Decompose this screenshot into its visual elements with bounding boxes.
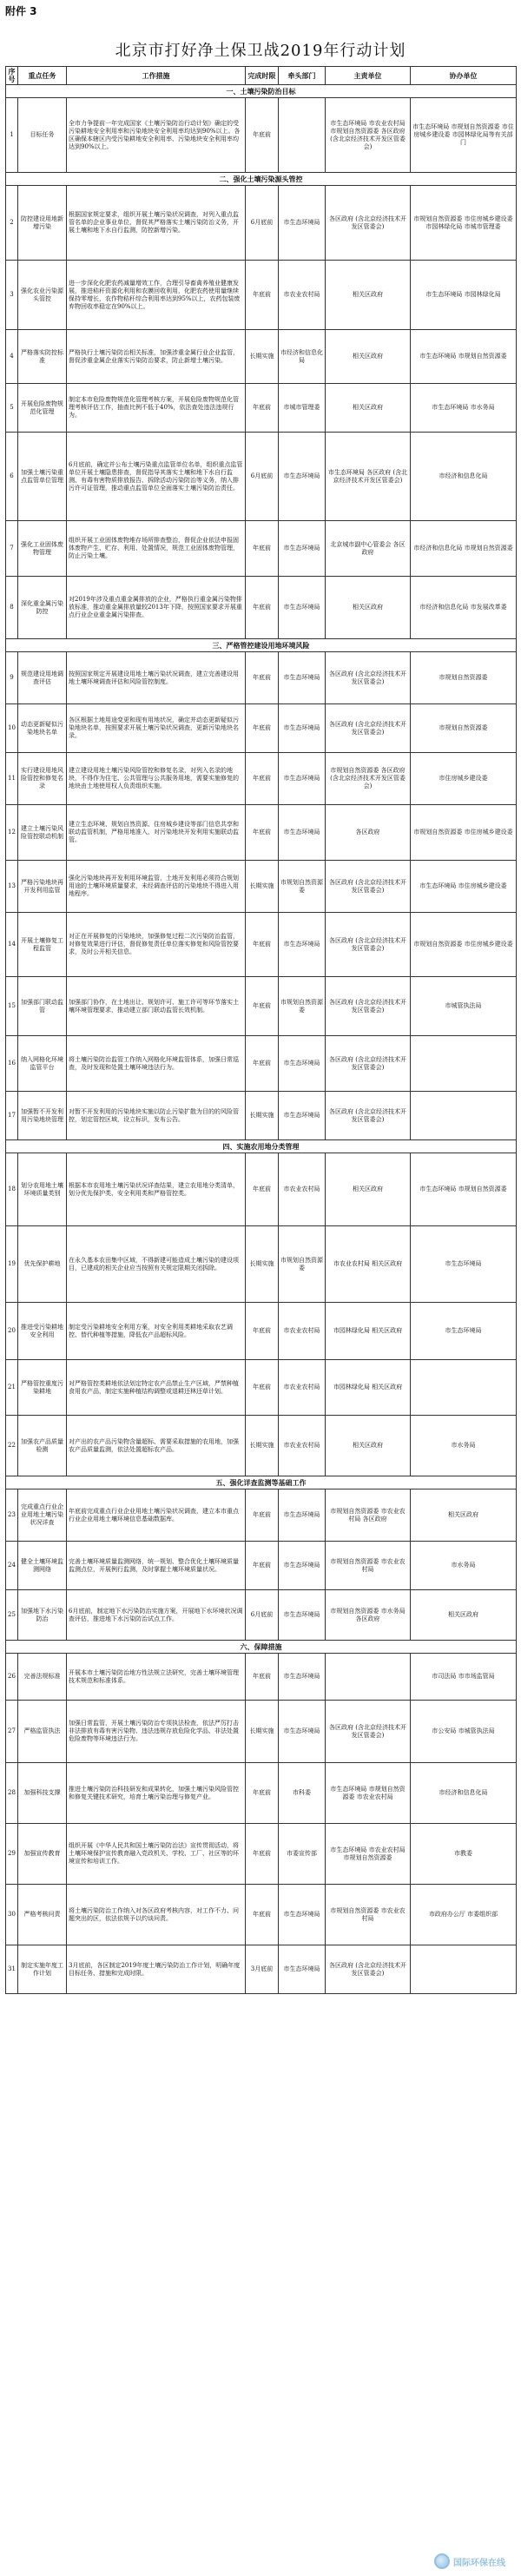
header-responsible: 主责单位 — [326, 67, 411, 85]
cell-measures: 6月底前，制定地下水污染防治实施方案，开展地下水环境状况调查评估，推进地下水污染防治试点工作。 — [67, 1590, 246, 1641]
cell-assisting: 市生态环境局 市规划自然资源委 — [411, 1153, 517, 1226]
cell-lead-dept — [279, 98, 326, 173]
cell-responsible: 市规划自然资源委 各区政府 (含北京经济技术开发区管委会) — [326, 753, 411, 805]
cell-deadline: 年底前 — [246, 261, 279, 330]
cell-assisting: 市水务局 — [411, 1542, 517, 1590]
cell-key-task: 建立土壤污染风险管控联动机制 — [18, 805, 67, 861]
table-row — [6, 330, 517, 384]
table-row — [6, 1036, 517, 1092]
cell-responsible: 市生态环境局 市农业农村局 市规划自然资源委 各区政府 (含北京经济技术开发区管委会) — [326, 98, 411, 173]
cell-key-task: 开展危险废物规范化管理 — [18, 384, 67, 433]
cell-measures: 组织开展工业固体废物堆存场所排查整治，督促企业依法申报固体废物产生、贮存、利用、处置情况，规范工业固体废物管理，防止污染土壤。 — [67, 521, 246, 577]
action-plan-table — [5, 66, 517, 1994]
section-header-row — [6, 1140, 517, 1153]
cell-no: 16 — [6, 1036, 18, 1092]
cell-key-task: 开展土壤修复工程监管 — [18, 913, 67, 977]
cell-key-task: 深化重金属污染防控 — [18, 577, 67, 639]
cell-measures: 推进土壤污染防治科技研发和成果转化，加强土壤污染风险管控和修复关键技术研究，培育土壤污染治理与修复产业。 — [67, 1763, 246, 1824]
cell-measures: 各区根据土地用途变更和现有用地状况，确定并动态更新疑似污染地块名单，按照要求开展土壤污染状况调查，更新污染地块名录。 — [67, 704, 246, 753]
cell-responsible: 北京城市副中心管委会 各区政府 — [326, 521, 411, 577]
cell-assisting: 市水务局 — [411, 1416, 517, 1476]
cell-key-task: 实行建设用地风险管控和修复名录 — [18, 753, 67, 805]
cell-deadline: 年底前 — [246, 1824, 279, 1885]
cell-no: 19 — [6, 1226, 18, 1303]
table-row — [6, 1763, 517, 1824]
cell-deadline: 6月底前 — [246, 433, 279, 521]
cell-deadline: 3月底前 — [246, 1945, 279, 1994]
cell-lead-dept: 市生态环境局 — [279, 1654, 326, 1701]
cell-responsible — [326, 1654, 411, 1701]
cell-responsible: 市生态环境局 各区政府 (含北京经济技术开发区管委会) — [326, 433, 411, 521]
cell-deadline: 年底前 — [246, 1303, 279, 1360]
table-row — [6, 1303, 517, 1360]
cell-measures: 全市力争提前一年完成国家《土壤污染防治行动计划》确定的受污染耕地安全利用率和污染地块安全利用率均达到90%以上。各区确保本辖区内受污染耕地安全利用率、污染地块安全利用率均达到90%以上。 — [67, 98, 246, 173]
table-row — [6, 1885, 517, 1945]
cell-assisting: 市规划自然资源委 — [411, 704, 517, 753]
cell-lead-dept: 市规划自然资源委 — [279, 1226, 326, 1303]
cell-measures: 6月底前，确定并公布土壤污染重点监管单位名单，组织重点监管单位开展土壤隐患排查，督促指导其落实土壤和地下水自行监测、有毒有害物质排放报告、拆除活动污染防治等义务，纳入排污许可证管理，推动重点监管单位全面落实土壤污染防治责任。 — [67, 433, 246, 521]
cell-deadline: 年底前 — [246, 704, 279, 753]
cell-lead-dept: 市生态环境局 — [279, 521, 326, 577]
section-header-row — [6, 1641, 517, 1654]
cell-key-task: 动态更新疑似污染地块名单 — [18, 704, 67, 753]
cell-assisting: 市生态环境局 市住房城乡建设委 — [411, 861, 517, 913]
cell-responsible: 各区政府 (含北京经济技术开发区管委会) — [326, 1945, 411, 1994]
cell-measures: 开展本市土壤污染防治地方性法规立法研究，完善土壤环境管理技术规范和标准体系。 — [67, 1654, 246, 1701]
cell-key-task: 完善法规标准 — [18, 1654, 67, 1701]
header-lead-dept: 牵头部门 — [279, 67, 326, 85]
table-row — [6, 753, 517, 805]
table-row — [6, 577, 517, 639]
cell-assisting — [411, 1092, 517, 1140]
cell-no: 15 — [6, 977, 18, 1036]
cell-key-task: 严格落实防控标准 — [18, 330, 67, 384]
cell-deadline: 长期实施 — [246, 1416, 279, 1476]
section-title: 四、实施农用地分类管理 — [6, 1140, 517, 1153]
cell-measures: 年底前完成重点行业企业用地土壤污染状况调查，建立本市重点行业企业用地土壤环境信息基础数据库。 — [67, 1489, 246, 1542]
cell-key-task: 纳入网格化环境监管平台 — [18, 1036, 67, 1092]
cell-key-task: 推进受污染耕地安全利用 — [18, 1303, 67, 1360]
table-row — [6, 1153, 517, 1226]
cell-deadline: 年底前 — [246, 1885, 279, 1945]
cell-key-task: 加强农产品质量检测 — [18, 1416, 67, 1476]
cell-deadline: 年底前 — [246, 753, 279, 805]
cell-assisting: 市规划自然资源委 市住房城乡建设委 市园林绿化局 市城市管理委 — [411, 186, 517, 261]
attachment-label: 附件 3 — [5, 5, 37, 17]
cell-no: 14 — [6, 913, 18, 977]
cell-no: 21 — [6, 1360, 18, 1416]
cell-no: 4 — [6, 330, 18, 384]
cell-lead-dept: 市委宣传部 — [279, 1824, 326, 1885]
cell-assisting: 市生态环境局 — [411, 1226, 517, 1303]
cell-no: 23 — [6, 1489, 18, 1542]
cell-key-task: 加强土壤污染重点监管单位管理 — [18, 433, 67, 521]
cell-no: 6 — [6, 433, 18, 521]
cell-measures: 将土壤污染防治工作纳入对各区政府考核内容，对工作不力、问题突出的区，依法依规予以约谈问责。 — [67, 1885, 246, 1945]
cell-measures: 组织开展《中华人民共和国土壤污染防治法》宣传贯彻活动，将土壤环境保护宣传教育融入党政机关、学校、工厂、社区等的环境宣传和培训工作。 — [67, 1824, 246, 1885]
cell-no: 7 — [6, 521, 18, 577]
cell-lead-dept: 市生态环境局 — [279, 652, 326, 704]
cell-lead-dept: 市农业农村局 — [279, 261, 326, 330]
cell-lead-dept: 市经济和信息化局 — [279, 330, 326, 384]
cell-assisting: 市公安局 市城管执法局 — [411, 1701, 517, 1763]
table-row — [6, 521, 517, 577]
cell-responsible: 市生态环境局 市农业农村局 市规划自然资源委 — [326, 1824, 411, 1885]
cell-no: 26 — [6, 1654, 18, 1701]
section-header-row — [6, 173, 517, 186]
cell-assisting: 市经济和信息化局 — [411, 433, 517, 521]
table-row — [6, 1226, 517, 1303]
cell-responsible: 市规划自然资源委 市农业农村局 各区政府 — [326, 1489, 411, 1542]
cell-no: 17 — [6, 1092, 18, 1140]
cell-key-task: 规范建设用地调查评估 — [18, 652, 67, 704]
cell-assisting: 市生态环境局 — [411, 1303, 517, 1360]
table-row — [6, 913, 517, 977]
cell-no: 2 — [6, 186, 18, 261]
cell-no: 11 — [6, 753, 18, 805]
cell-measures: 建立建设用地土壤污染风险管控和修复名录，对列入名录的地块，不得作为住宅、公共管理与公共服务用地，需要实施修复的地块由土地使用权人负责组织实施。 — [67, 753, 246, 805]
table-row — [6, 186, 517, 261]
cell-deadline: 年底前 — [246, 577, 279, 639]
cell-deadline: 年底前 — [246, 805, 279, 861]
table-row — [6, 433, 517, 521]
cell-no: 1 — [6, 98, 18, 173]
table-row — [6, 1945, 517, 1994]
section-title: 六、保障措施 — [6, 1641, 517, 1654]
cell-lead-dept: 市生态环境局 — [279, 186, 326, 261]
cell-measures: 制定本市危险废物规范化管理考核方案，开展危险废物规范化管理考核评估工作，抽查比例不低于40%，依法查处违法违规行为。 — [67, 384, 246, 433]
cell-responsible: 各区政府 (含北京经济技术开发区管委会) — [326, 913, 411, 977]
cell-measures: 加强日常监管，开展土壤污染防治专项执法检查，依法严厉打击非法排放有毒有害污染物、违法违规存放危险化学品、非法处置危险废物等环境违法行为。 — [67, 1701, 246, 1763]
cell-key-task: 加强地下水污染防治 — [18, 1590, 67, 1641]
cell-assisting: 相关区政府 — [411, 1590, 517, 1641]
cell-responsible: 相关区政府 — [326, 330, 411, 384]
cell-lead-dept: 市城市管理委 — [279, 384, 326, 433]
section-title: 一、土壤污染防治目标 — [6, 85, 517, 98]
cell-assisting: 市城管执法局 — [411, 977, 517, 1036]
table-row — [6, 261, 517, 330]
cell-measures: 对正在开展修复的污染地块，加强修复过程二次污染防治监管，对修复效果进行评估，督促修复责任单位落实修复和风险管控要求，及时公开相关信息。 — [67, 913, 246, 977]
section-header-row — [6, 85, 517, 98]
cell-deadline: 年底前 — [246, 913, 279, 977]
cell-deadline: 年底前 — [246, 521, 279, 577]
cell-responsible: 市规划自然资源委 市水务局 各区政府 — [326, 1590, 411, 1641]
cell-lead-dept: 市科委 — [279, 1763, 326, 1824]
table-row — [6, 1654, 517, 1701]
cell-assisting: 市生态环境局 市规划自然资源委 市住房城乡建设委 市园林绿化局等有关部门 — [411, 98, 517, 173]
cell-responsible: 各区政府 (含北京经济技术开发区管委会) — [326, 977, 411, 1036]
cell-responsible: 市生态环境局 市规划自然资源委 市农业农村局 — [326, 1763, 411, 1824]
cell-responsible: 各区政府 (含北京经济技术开发区管委会) — [326, 652, 411, 704]
cell-key-task: 加强暂不开发利用污染地块管理 — [18, 1092, 67, 1140]
cell-responsible: 各区政府 (含北京经济技术开发区管委会) — [326, 1701, 411, 1763]
cell-responsible: 相关区政府 — [326, 261, 411, 330]
cell-responsible: 各区政府 — [326, 805, 411, 861]
table-row — [6, 1092, 517, 1140]
cell-deadline: 长期实施 — [246, 1226, 279, 1303]
cell-assisting: 市教委 — [411, 1824, 517, 1885]
cell-assisting: 市经济和信息化局 市发展改革委 — [411, 577, 517, 639]
cell-measures: 强化污染地块再开发利用环境监管，土地开发利用必须符合规划用途的土壤环境质量要求，未经调查评估的污染地块不得进入用地程序。 — [67, 861, 246, 913]
header-key-task: 重点任务 — [18, 67, 67, 85]
cell-responsible: 各区政府 (含北京经济技术开发区管委会) — [326, 1036, 411, 1092]
cell-assisting: 市生态环境局 市园林绿化局 — [411, 261, 517, 330]
cell-assisting: 市规划自然资源委 — [411, 652, 517, 704]
cell-no: 8 — [6, 577, 18, 639]
table-row — [6, 977, 517, 1036]
table-row — [6, 1416, 517, 1476]
cell-deadline: 年底前 — [246, 1542, 279, 1590]
header-deadline: 完成时限 — [246, 67, 279, 85]
cell-no: 9 — [6, 652, 18, 704]
cell-deadline: 年底前 — [246, 1763, 279, 1824]
table-row — [6, 1542, 517, 1590]
cell-no: 10 — [6, 704, 18, 753]
header-measures: 工作措施 — [67, 67, 246, 85]
cell-lead-dept: 市生态环境局 — [279, 1945, 326, 1994]
cell-key-task: 健全土壤环境监测网络 — [18, 1542, 67, 1590]
section-title: 五、强化详查监测等基础工作 — [6, 1476, 517, 1489]
cell-lead-dept: 市农业农村局 — [279, 1303, 326, 1360]
cell-measures: 严格执行土壤污染防治相关标准，加强涉重金属行业企业监管，督促涉重金属企业落实污染防治要求，防止新增土壤污染。 — [67, 330, 246, 384]
cell-responsible: 市农业农村局 相关区政府 — [326, 1226, 411, 1303]
cell-no: 18 — [6, 1153, 18, 1226]
globe-icon — [434, 2553, 450, 2569]
cell-measures: 对产出的农产品污染物含量超标、需要采取措施的农用地，加强农产品质量监测，依法处置超标农产品。 — [67, 1416, 246, 1476]
cell-deadline: 年底前 — [246, 1360, 279, 1416]
page-title: 北京市打好净土保卫战2019年行动计划 — [115, 42, 406, 60]
table-row — [6, 384, 517, 433]
cell-measures: 将土壤污染防治监管工作纳入网格化环境监管体系，加强日常巡查，及时发现和处置土壤环境违法行为。 — [67, 1036, 246, 1092]
cell-assisting: 市生态环境局 市规划自然资源委 — [411, 330, 517, 384]
cell-responsible: 市园林绿化局 相关区政府 — [326, 1360, 411, 1416]
cell-assisting: 市规划自然资源委 市住房城乡建设委 — [411, 805, 517, 861]
cell-key-task: 严格管控重度污染耕地 — [18, 1360, 67, 1416]
cell-deadline: 6月底前 — [246, 1590, 279, 1641]
cell-lead-dept: 市规划自然资源委 — [279, 977, 326, 1036]
cell-lead-dept: 市农业农村局 — [279, 1153, 326, 1226]
cell-lead-dept: 市生态环境局 — [279, 1092, 326, 1140]
cell-measures: 建立生态环境、规划自然资源、住房城乡建设等部门信息共享和联动监管机制，严格用地准入，对污染地块开发利用实施联动监管。 — [67, 805, 246, 861]
cell-deadline: 长期实施 — [246, 861, 279, 913]
cell-assisting — [411, 1360, 517, 1416]
section-header-row — [6, 639, 517, 652]
cell-deadline: 年底前 — [246, 652, 279, 704]
section-title: 二、强化土壤污染源头管控 — [6, 173, 517, 186]
cell-deadline: 长期实施 — [246, 1092, 279, 1140]
table-row — [6, 98, 517, 173]
cell-key-task: 目标任务 — [18, 98, 67, 173]
cell-key-task: 严格考核问责 — [18, 1885, 67, 1945]
cell-measures: 3月底前，各区制定2019年度土壤污染防治工作计划，明确年度目标任务、措施和完成时限。 — [67, 1945, 246, 1994]
cell-lead-dept: 市生态环境局 — [279, 704, 326, 753]
cell-key-task: 制定实施年度工作计划 — [18, 1945, 67, 1994]
cell-deadline: 长期实施 — [246, 1701, 279, 1763]
cell-lead-dept: 市生态环境局 — [279, 1489, 326, 1542]
table-row — [6, 805, 517, 861]
cell-assisting: 市经济和信息化局 市规划自然资源委 — [411, 521, 517, 577]
cell-assisting: 市政府办公厅 市委组织部 — [411, 1885, 517, 1945]
table-row — [6, 861, 517, 913]
cell-responsible: 市规划自然资源委 市农业农村局 — [326, 1542, 411, 1590]
cell-measures: 制定受污染耕地安全利用方案，对安全利用类耕地采取农艺调控、替代种植等措施，降低农产品超标风险。 — [67, 1303, 246, 1360]
table-row — [6, 1824, 517, 1885]
cell-key-task: 划分农用地土壤环境质量类别 — [18, 1153, 67, 1226]
cell-key-task: 加强宣传教育 — [18, 1824, 67, 1885]
cell-lead-dept: 市生态环境局 — [279, 805, 326, 861]
cell-no: 31 — [6, 1945, 18, 1994]
cell-lead-dept: 市农业农村局 — [279, 1416, 326, 1476]
cell-lead-dept: 市生态环境局 — [279, 1542, 326, 1590]
cell-assisting — [411, 1945, 517, 1994]
cell-responsible: 市园林绿化局 相关区政府 — [326, 1303, 411, 1360]
cell-assisting — [411, 1036, 517, 1092]
cell-deadline: 年底前 — [246, 1654, 279, 1701]
table-row — [6, 1489, 517, 1542]
section-title: 三、严格管控建设用地环境风险 — [6, 639, 517, 652]
section-header-row — [6, 1476, 517, 1489]
cell-responsible: 各区政府 (含北京经济技术开发区管委会) — [326, 1092, 411, 1140]
cell-deadline: 年底前 — [246, 1036, 279, 1092]
cell-lead-dept: 市生态环境局 — [279, 1036, 326, 1092]
cell-responsible: 市规划自然资源委 市农业农村局 — [326, 1885, 411, 1945]
cell-lead-dept: 市生态环境局 — [279, 913, 326, 977]
cell-deadline: 年底前 — [246, 384, 279, 433]
table-row — [6, 1360, 517, 1416]
cell-lead-dept: 市生态环境局 — [279, 1590, 326, 1641]
cell-key-task: 优先保护耕地 — [18, 1226, 67, 1303]
cell-no: 24 — [6, 1542, 18, 1590]
cell-key-task: 加强科技支撑 — [18, 1763, 67, 1824]
cell-responsible: 各区政府 (含北京经济技术开发区管委会) — [326, 186, 411, 261]
cell-deadline: 年底前 — [246, 977, 279, 1036]
header-assisting: 协办单位 — [411, 67, 517, 85]
cell-responsible: 各区政府 (含北京经济技术开发区管委会) — [326, 861, 411, 913]
cell-assisting: 市规划自然资源委 市住房城乡建设委 — [411, 913, 517, 977]
cell-measures: 按照国家规定开展建设用地土壤污染状况调查，建立完善建设用地土壤环境调查评估和风险管控制度。 — [67, 652, 246, 704]
cell-no: 30 — [6, 1885, 18, 1945]
cell-measures: 根据本市农用地土壤污染状况详查结果，建立农用地分类清单，划分优先保护类、安全利用类和严格管控类。 — [67, 1153, 246, 1226]
cell-measures: 进一步深化化肥农药减量增效工作，合理引导畜禽养殖业健康发展，推进秸秆资源化利用和农膜回收利用，化肥农药使用量继续保持零增长，农作物秸秆综合利用率达到95%以上，农药包装废弃物回收率稳定在90%以上。 — [67, 261, 246, 330]
table-row — [6, 704, 517, 753]
cell-no: 28 — [6, 1763, 18, 1824]
cell-responsible: 相关区政府 — [326, 384, 411, 433]
cell-measures: 根据国家规定要求，组织开展土壤污染状况调查，对列入重点监管名单的企业事业单位，督促其严格落实土壤污染防治义务，开展土壤和地下水自行监测，防控新增污染。 — [67, 186, 246, 261]
cell-lead-dept: 市生态环境局 — [279, 433, 326, 521]
cell-measures: 在永久基本农田集中区域，不得新建可能造成土壤污染的建设项目，已建成的相关企业应当按照有关规定限期关闭拆除。 — [67, 1226, 246, 1303]
cell-key-task: 强化农业污染源头管控 — [18, 261, 67, 330]
cell-no: 27 — [6, 1701, 18, 1763]
cell-responsible: 相关区政府 — [326, 577, 411, 639]
table-row — [6, 1590, 517, 1641]
cell-key-task: 防控建设用地新增污染 — [18, 186, 67, 261]
cell-assisting: 市住房城乡建设委 — [411, 753, 517, 805]
cell-assisting: 相关区政府 — [411, 1489, 517, 1542]
cell-lead-dept: 市生态环境局 — [279, 1885, 326, 1945]
cell-key-task: 严格监管执法 — [18, 1701, 67, 1763]
cell-no: 29 — [6, 1824, 18, 1885]
cell-assisting: 市司法局 市市场监管局 — [411, 1654, 517, 1701]
cell-responsible: 相关区政府 — [326, 1416, 411, 1476]
cell-deadline: 长期实施 — [246, 330, 279, 384]
cell-measures: 对暂不开发利用的污染地块实施以防止污染扩散为目的的风险管控，划定管控区域，设立标识，发布公告。 — [67, 1092, 246, 1140]
table-header-row — [6, 67, 517, 85]
header-no: 序号 — [6, 67, 18, 85]
cell-key-task: 加强部门联动监管 — [18, 977, 67, 1036]
cell-no: 5 — [6, 384, 18, 433]
cell-assisting: 市生态环境局 市水务局 — [411, 384, 517, 433]
cell-key-task: 完成重点行业企业用地土壤污染状况详查 — [18, 1489, 67, 1542]
cell-deadline: 年底前 — [246, 98, 279, 173]
cell-assisting: 市经济和信息化局 — [411, 1763, 517, 1824]
table-row — [6, 652, 517, 704]
cell-key-task: 强化工业固体废物管理 — [18, 521, 67, 577]
cell-lead-dept: 市生态环境局 — [279, 753, 326, 805]
cell-deadline: 年底前 — [246, 1153, 279, 1226]
cell-deadline: 6月底前 — [246, 186, 279, 261]
cell-measures: 对严格管控类耕地依法划定特定农产品禁止生产区域，严禁种植食用农产品，制定实施种植结构调整或退耕还林还草计划。 — [67, 1360, 246, 1416]
watermark-text: 国际环保在线 — [453, 2558, 505, 2568]
cell-no: 20 — [6, 1303, 18, 1360]
cell-no: 13 — [6, 861, 18, 913]
cell-lead-dept: 市规划自然资源委 — [279, 861, 326, 913]
cell-no: 25 — [6, 1590, 18, 1641]
cell-measures: 完善土壤环境质量监测网络，统一规划、整合优化土壤环境质量监测点位，开展例行监测，及时掌握土壤环境质量状况。 — [67, 1542, 246, 1590]
cell-no: 22 — [6, 1416, 18, 1476]
cell-no: 3 — [6, 261, 18, 330]
table-row — [6, 1701, 517, 1763]
cell-responsible: 相关区政府 — [326, 1153, 411, 1226]
cell-deadline: 年底前 — [246, 1489, 279, 1542]
cell-no: 12 — [6, 805, 18, 861]
watermark-logo — [434, 2552, 514, 2571]
cell-lead-dept: 市生态环境局 — [279, 577, 326, 639]
cell-key-task: 严格污染地块再开发利用监管 — [18, 861, 67, 913]
cell-measures: 对2019年涉及重点重金属排放的企业，严格执行重金属污染物排放标准，推动重金属排放量较2013年下降，按照国家要求开展重点行业企业重金属污染排查。 — [67, 577, 246, 639]
cell-measures: 加强部门协作，在土地出让、规划许可、施工许可等环节落实土壤环境管理要求，推动建立部门联动监管长效机制。 — [67, 977, 246, 1036]
cell-lead-dept: 市生态环境局 — [279, 1701, 326, 1763]
cell-lead-dept: 市农业农村局 — [279, 1360, 326, 1416]
cell-responsible: 各区政府 (含北京经济技术开发区管委会) — [326, 704, 411, 753]
